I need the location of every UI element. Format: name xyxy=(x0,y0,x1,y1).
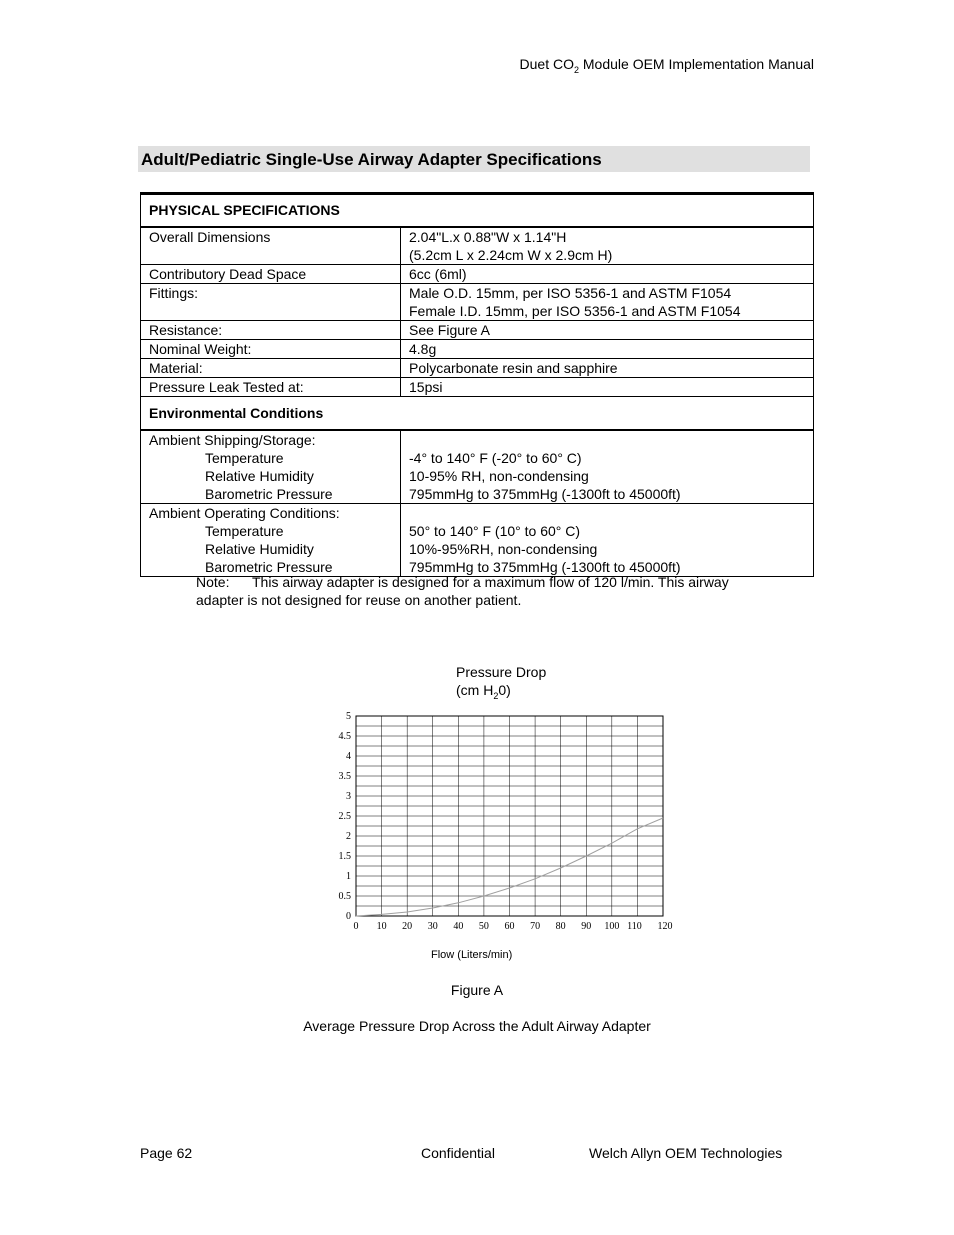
y-tick-label: 3.5 xyxy=(338,771,351,782)
y-tick-label: 4 xyxy=(346,751,351,762)
spec-value: See Figure A xyxy=(401,321,814,340)
spec-label: Fittings: xyxy=(141,284,401,321)
y-tick-label: 1.5 xyxy=(338,851,351,862)
x-tick-label: 100 xyxy=(604,921,620,932)
x-tick-label: 70 xyxy=(530,921,541,932)
spec-value: Male O.D. 15mm, per ISO 5356-1 and ASTM F1054 Female I.D. 15mm, per ISO 5356-1 and ASTM F1054 xyxy=(401,284,814,321)
running-header: Duet $CO_2$ Module OEM Implementation Manual xyxy=(519,56,814,75)
spec-label: Overall Dimensions xyxy=(141,227,401,265)
footer-confidential: Confidential xyxy=(421,1145,495,1161)
table-row xyxy=(141,430,814,504)
spec-table xyxy=(140,192,814,577)
y-tick-label: 4.5 xyxy=(338,731,351,742)
x-tick-label: 60 xyxy=(504,921,515,932)
spec-value: 50° to 140° F (10° to 60° C) 10%-95%RH, non-condensing 795mmHg to 375mmHg (-1300ft to 45000ft) xyxy=(401,504,814,577)
x-tick-label: 0 xyxy=(353,921,359,932)
physical-heading-row xyxy=(141,194,814,228)
spec-label: Pressure Leak Tested at: xyxy=(141,378,401,397)
x-tick-label: 50 xyxy=(478,921,489,932)
spec-value: 15psi xyxy=(401,378,814,397)
y-tick-label: 0.5 xyxy=(338,891,351,902)
chart-axis-labels xyxy=(339,711,673,932)
x-tick-label: 80 xyxy=(555,921,566,932)
physical-heading: PHYSICAL SPECIFICATIONS xyxy=(141,194,814,228)
note-label: Note: xyxy=(196,574,230,590)
y-tick-label: 1 xyxy=(346,871,351,882)
x-tick-label: 20 xyxy=(402,921,413,932)
table-row xyxy=(141,378,814,397)
table-row xyxy=(141,340,814,359)
footer-page: Page 62 xyxy=(140,1145,193,1161)
x-tick-label: 90 xyxy=(581,921,592,932)
y-tick-label: 0 xyxy=(346,911,351,922)
spec-label: Resistance: xyxy=(141,321,401,340)
note-line-1: This airway adapter is designed for a maximum flow of 120 l/min. This airway xyxy=(252,574,729,590)
spec-label: Ambient Operating Conditions: Temperature Relative Humidity Barometric Pressure xyxy=(141,504,401,577)
x-tick-label: 30 xyxy=(427,921,438,932)
spec-label: Material: xyxy=(141,359,401,378)
pressure-drop-chart xyxy=(320,705,680,940)
table-row xyxy=(141,504,814,577)
spec-value: -4° to 140° F (-20° to 60° C) 10-95% RH, non-condensing 795mmHg to 375mmHg (-1300ft to 45000ft) xyxy=(401,430,814,504)
spec-label: Nominal Weight: xyxy=(141,340,401,359)
y-tick-label: 5 xyxy=(346,711,351,722)
table-row xyxy=(141,359,814,378)
note-line-2: adapter is not designed for reuse on another patient. xyxy=(196,592,522,608)
spec-value: Polycarbonate resin and sapphire xyxy=(401,359,814,378)
spec-label: Ambient Shipping/Storage: Temperature Relative Humidity Barometric Pressure xyxy=(141,430,401,504)
table-row xyxy=(141,265,814,284)
chart-x-axis-label: Flow (Liters/min) xyxy=(431,949,513,961)
y-tick-label: 2.5 xyxy=(338,811,351,822)
environmental-heading-row xyxy=(141,397,814,431)
spec-value: 6cc (6ml) xyxy=(401,265,814,284)
y-tick-label: 3 xyxy=(346,791,351,802)
note xyxy=(196,573,796,609)
table-row xyxy=(141,321,814,340)
chart-title: Pressure Drop (cm $H_20$) xyxy=(456,664,547,701)
footer-company: Welch Allyn OEM Technologies xyxy=(589,1145,783,1161)
figure-label: Figure A xyxy=(450,982,504,998)
spec-label: Contributory Dead Space xyxy=(141,265,401,284)
chart-grid xyxy=(356,716,663,916)
spec-value: 2.04"L.x 0.88"W x 1.14"H (5.2cm L x 2.24cm W x 2.9cm H) xyxy=(401,227,814,265)
section-title: Adult/Pediatric Single-Use Airway Adapter Specifications xyxy=(138,146,810,172)
table-row xyxy=(141,227,814,265)
x-tick-label: 10 xyxy=(376,921,387,932)
environmental-heading: Environmental Conditions xyxy=(141,397,814,431)
x-tick-label: 40 xyxy=(453,921,464,932)
figure-caption: Average Pressure Drop Across the Adult Airway Adapter xyxy=(303,1018,651,1034)
x-tick-label: 120 xyxy=(657,921,673,932)
table-row xyxy=(141,284,814,321)
y-tick-label: 2 xyxy=(346,831,351,842)
spec-value: 4.8g xyxy=(401,340,814,359)
x-tick-label: 110 xyxy=(627,921,642,932)
